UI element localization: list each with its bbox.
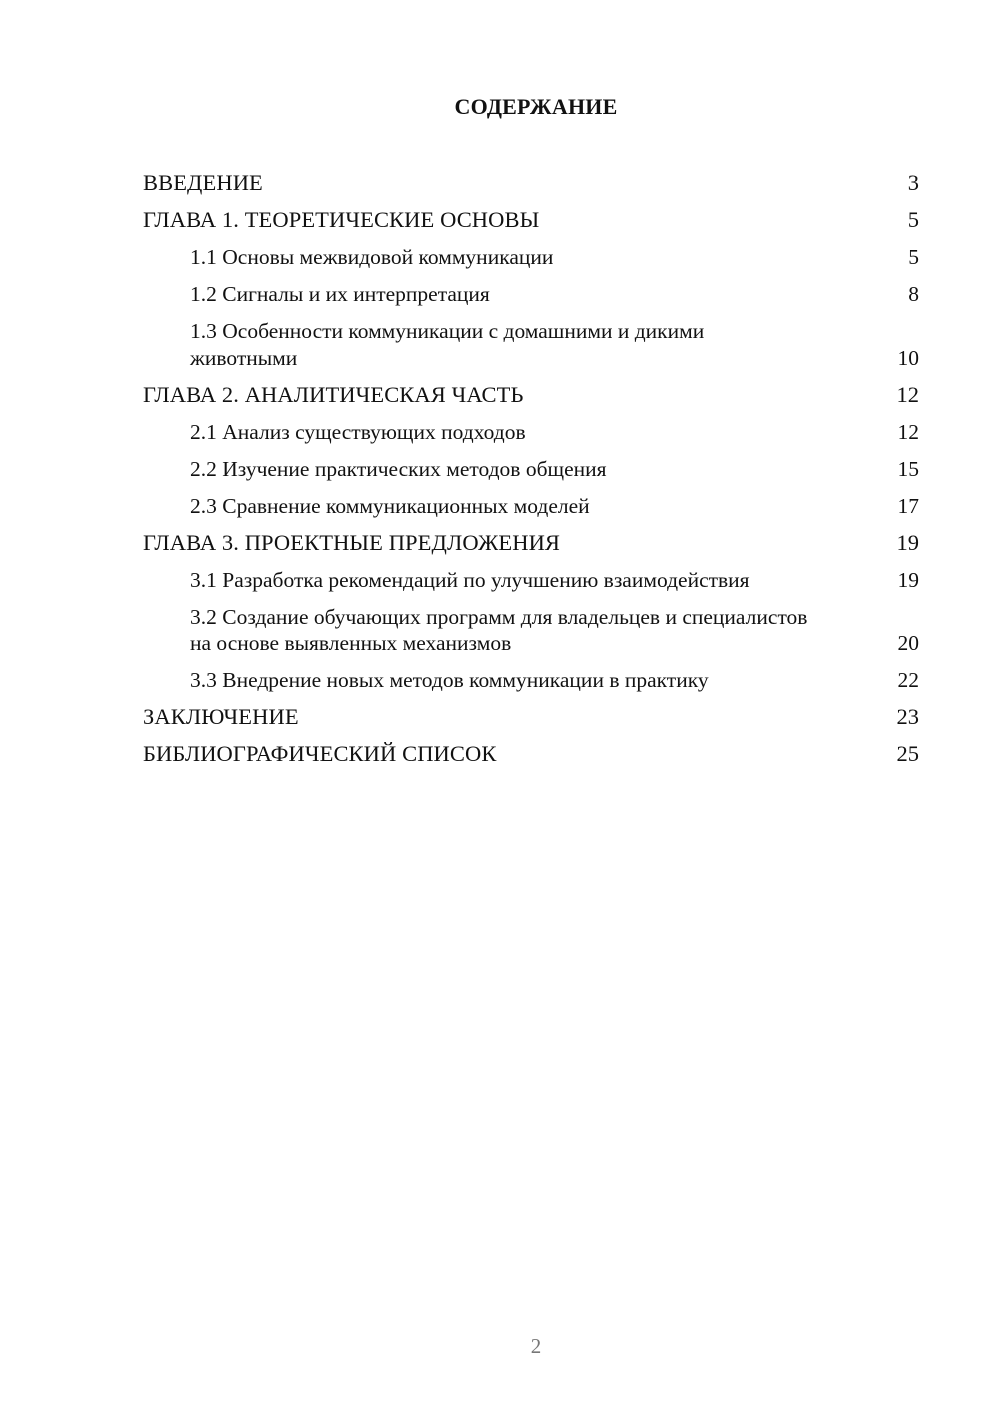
toc-entry-section-1-3[interactable] [143,318,919,371]
toc-entry-page: 17 [897,493,919,518]
toc-entry-section-2-2[interactable] [143,456,919,483]
toc-entry-page: 20 [897,631,919,655]
toc-entry-label: ВВЕДЕНИЕ [143,170,263,195]
toc-entry-section-2-1[interactable] [143,419,919,446]
page-title: СОДЕРЖАНИЕ [454,94,618,119]
table-of-contents [143,170,919,778]
toc-entry-page: 12 [896,381,919,407]
toc-entry-label: 2.1 Анализ существующих подходов [190,419,526,444]
toc-entry-section-2-3[interactable] [143,493,919,520]
toc-entry-page: 8 [908,282,919,306]
toc-entry-chapter-2[interactable] [143,382,919,409]
toc-entry-label: 3.2 Создание обучающих программ для владельцев и специалистов на основе выявленных механизмов [190,604,808,655]
toc-entry-page: 22 [897,668,919,692]
toc-entry-page: 23 [896,704,919,729]
toc-entry-label: 2.2 Изучение практических методов общения [190,456,607,481]
toc-entry-label: 1.3 Особенности коммуникации с домашними и дикими животными [190,319,705,370]
toc-entry-chapter-3[interactable] [143,530,919,557]
toc-entry-page: 12 [897,419,919,444]
toc-entry-bibliography[interactable] [143,741,919,768]
toc-entry-page: 25 [896,741,919,766]
toc-entry-section-3-1[interactable] [143,567,919,594]
toc-entry-label: 3.1 Разработка рекомендаций по улучшению взаимодействия [190,567,750,592]
toc-entry-label: 1.2 Сигналы и их интерпретация [190,282,490,306]
toc-entry-section-3-2[interactable] [143,604,919,657]
toc-entry-page: 5 [907,207,919,232]
toc-entry-label: 2.3 Сравнение коммуникационных моделей [190,493,590,518]
toc-entry-page: 15 [897,456,919,481]
toc-entry-introduction[interactable] [143,170,919,197]
toc-entry-section-1-2[interactable] [143,281,919,308]
toc-entry-label: ГЛАВА 3. ПРОЕКТНЫЕ ПРЕДЛОЖЕНИЯ [143,529,561,555]
toc-entry-conclusion[interactable] [143,704,919,731]
toc-entry-label: ЗАКЛЮЧЕНИЕ [143,704,299,729]
toc-entry-section-3-3[interactable] [143,667,919,694]
toc-entry-page: 19 [896,529,919,555]
toc-entry-label: ГЛАВА 1. ТЕОРЕТИЧЕСКИЕ ОСНОВЫ [143,207,540,232]
toc-entry-label: 1.1 Основы межвидовой коммуникации [190,245,554,269]
toc-entry-page: 19 [897,567,919,592]
toc-entry-page: 10 [897,345,919,370]
page-number: 2 [530,1334,542,1358]
toc-entry-page: 5 [908,245,919,269]
toc-entry-page: 3 [907,170,919,195]
toc-entry-chapter-1[interactable] [143,207,919,234]
toc-entry-label: ГЛАВА 2. АНАЛИТИЧЕСКАЯ ЧАСТЬ [143,381,524,407]
toc-entry-section-1-1[interactable] [143,244,919,271]
toc-entry-label: 3.3 Внедрение новых методов коммуникации в практику [190,668,709,692]
toc-entry-label: БИБЛИОГРАФИЧЕСКИЙ СПИСОК [143,741,497,766]
